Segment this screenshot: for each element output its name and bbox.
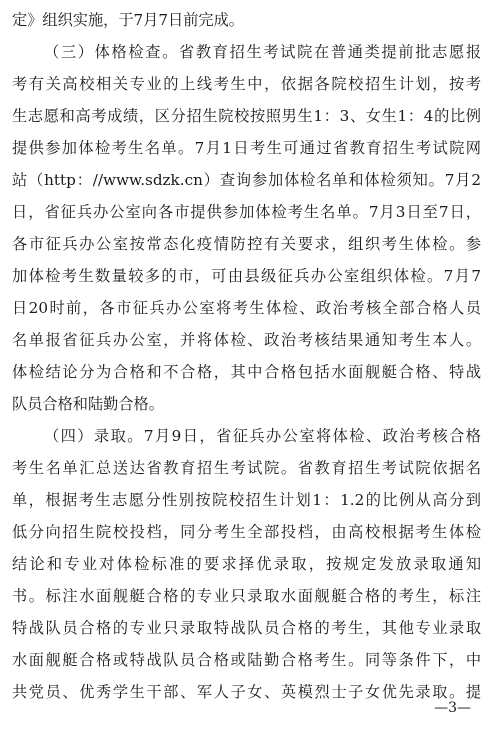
- text-line-3: 考有关高校相关专业的上线考生中，依据各院校招生计划，按考: [12, 75, 481, 93]
- text-line-7: 日，省征兵办公室向各市提供参加体检考生名单。7月3日至7日，: [12, 203, 481, 221]
- text-line-17: 低分向招生院校投档，同分考生全部投档，由高校根据考生体检: [12, 523, 481, 541]
- text-line-13: 队员合格和陆勤合格。: [12, 395, 164, 413]
- text-line-12: 体检结论分为合格和不合格，其中合格包括水面舰艇合格、特战: [12, 363, 481, 381]
- text-line-15: 考生名单汇总送达省教育招生考试院。省教育招生考试院依据名: [12, 459, 481, 477]
- text-line-14: （四）录取。7月9日，省征兵办公室将体检、政治考核合格: [44, 427, 481, 445]
- page-number: —3—: [434, 700, 471, 716]
- text-line-2: （三）体格检查。省教育招生考试院在普通类提前批志愿报: [44, 43, 481, 61]
- text-line-22: 共党员、优秀学生干部、军人子女、英模烈士子女优先录取。提: [12, 683, 481, 701]
- text-line-1: 定》组织实施，于7月7日前完成。: [12, 11, 244, 29]
- text-line-5: 提供参加体检考生名单。7月1日考生可通过省教育招生考试院网: [12, 139, 481, 157]
- text-line-18: 结论和专业对体检标准的要求择优录取，按规定发放录取通知: [12, 555, 481, 573]
- text-line-19: 书。标注水面舰艇合格的专业只录取水面舰艇合格的考生，标注: [12, 587, 481, 605]
- text-line-11: 名单报省征兵办公室，并将体检、政治考核结果通知考生本人。: [12, 331, 481, 349]
- text-line-6: 站（http：//www.sdzk.cn）查询参加体检名单和体检须知。7月2: [12, 171, 481, 189]
- text-line-4: 生志愿和高考成绩，区分招生院校按照男生1：3、女生1：4的比例: [12, 107, 481, 125]
- text-line-21: 水面舰艇合格或特战队员合格或陆勤合格考生。同等条件下，中: [12, 651, 481, 669]
- text-line-10: 日20时前，各市征兵办公室将考生体检、政治考核全部合格人员: [12, 299, 481, 317]
- text-line-20: 特战队员合格的专业只录取特战队员合格的考生，其他专业录取: [12, 619, 481, 637]
- text-line-9: 加体检考生数量较多的市，可由县级征兵办公室组织体检。7月7: [12, 267, 481, 285]
- text-line-8: 各市征兵办公室按常态化疫情防控有关要求，组织考生体检。参: [12, 235, 481, 253]
- text-line-16: 单，根据考生志愿分性别按院校招生计划1：1.2的比例从高分到: [12, 491, 481, 509]
